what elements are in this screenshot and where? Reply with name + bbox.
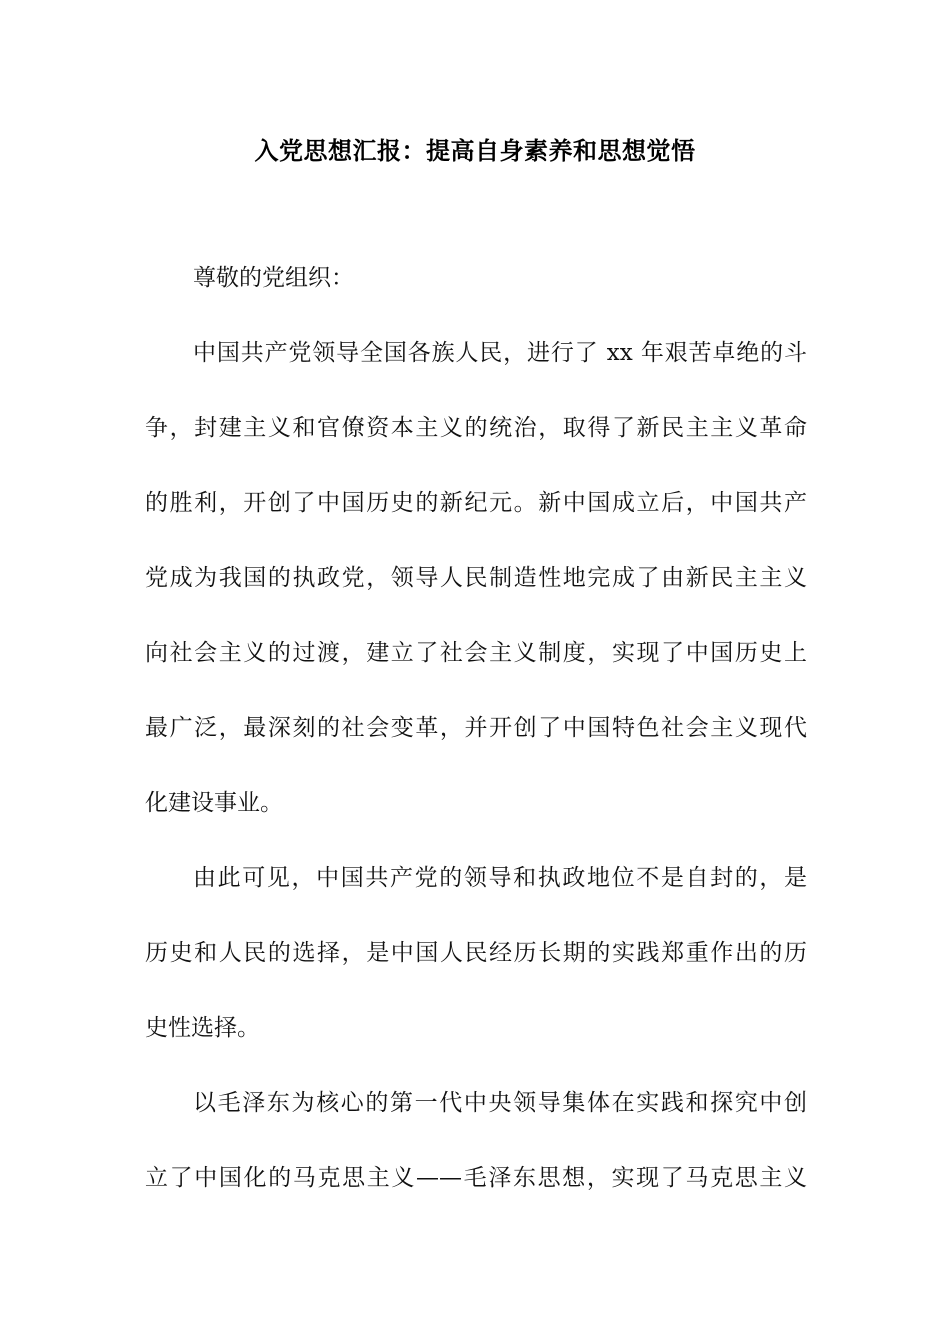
- paragraph-line: 中国共产党领导全国各族人民，进行了 xx 年艰苦卓绝的斗: [193, 340, 807, 366]
- paragraph-line: 的胜利，开创了中国历史的新纪元。新中国成立后，中国共产: [145, 490, 807, 516]
- paragraph-line: 史性选择。: [145, 1015, 260, 1041]
- document-title: 入党思想汇报：提高自身素养和思想觉悟: [254, 136, 696, 165]
- paragraph-line: 立了中国化的马克思主义——毛泽东思想，实现了马克思主义: [145, 1165, 807, 1191]
- paragraph-line: 以毛泽东为核心的第一代中央领导集体在实践和探究中创: [193, 1090, 807, 1116]
- paragraph-line: 最广泛，最深刻的社会变革，并开创了中国特色社会主义现代: [145, 715, 807, 741]
- paragraph-line: 向社会主义的过渡，建立了社会主义制度，实现了中国历史上: [145, 640, 807, 666]
- paragraph-line: 历史和人民的选择，是中国人民经历长期的实践郑重作出的历: [145, 940, 807, 966]
- paragraph-line: 化建设事业。: [145, 790, 283, 816]
- paragraph-line: 由此可见，中国共产党的领导和执政地位不是自封的，是: [193, 865, 807, 891]
- paragraph-line: 争，封建主义和官僚资本主义的统治，取得了新民主主义革命: [145, 415, 807, 441]
- salutation-line: 尊敬的党组织：: [193, 265, 354, 291]
- paragraph-line: 党成为我国的执政党，领导人民制造性地完成了由新民主主义: [145, 565, 807, 591]
